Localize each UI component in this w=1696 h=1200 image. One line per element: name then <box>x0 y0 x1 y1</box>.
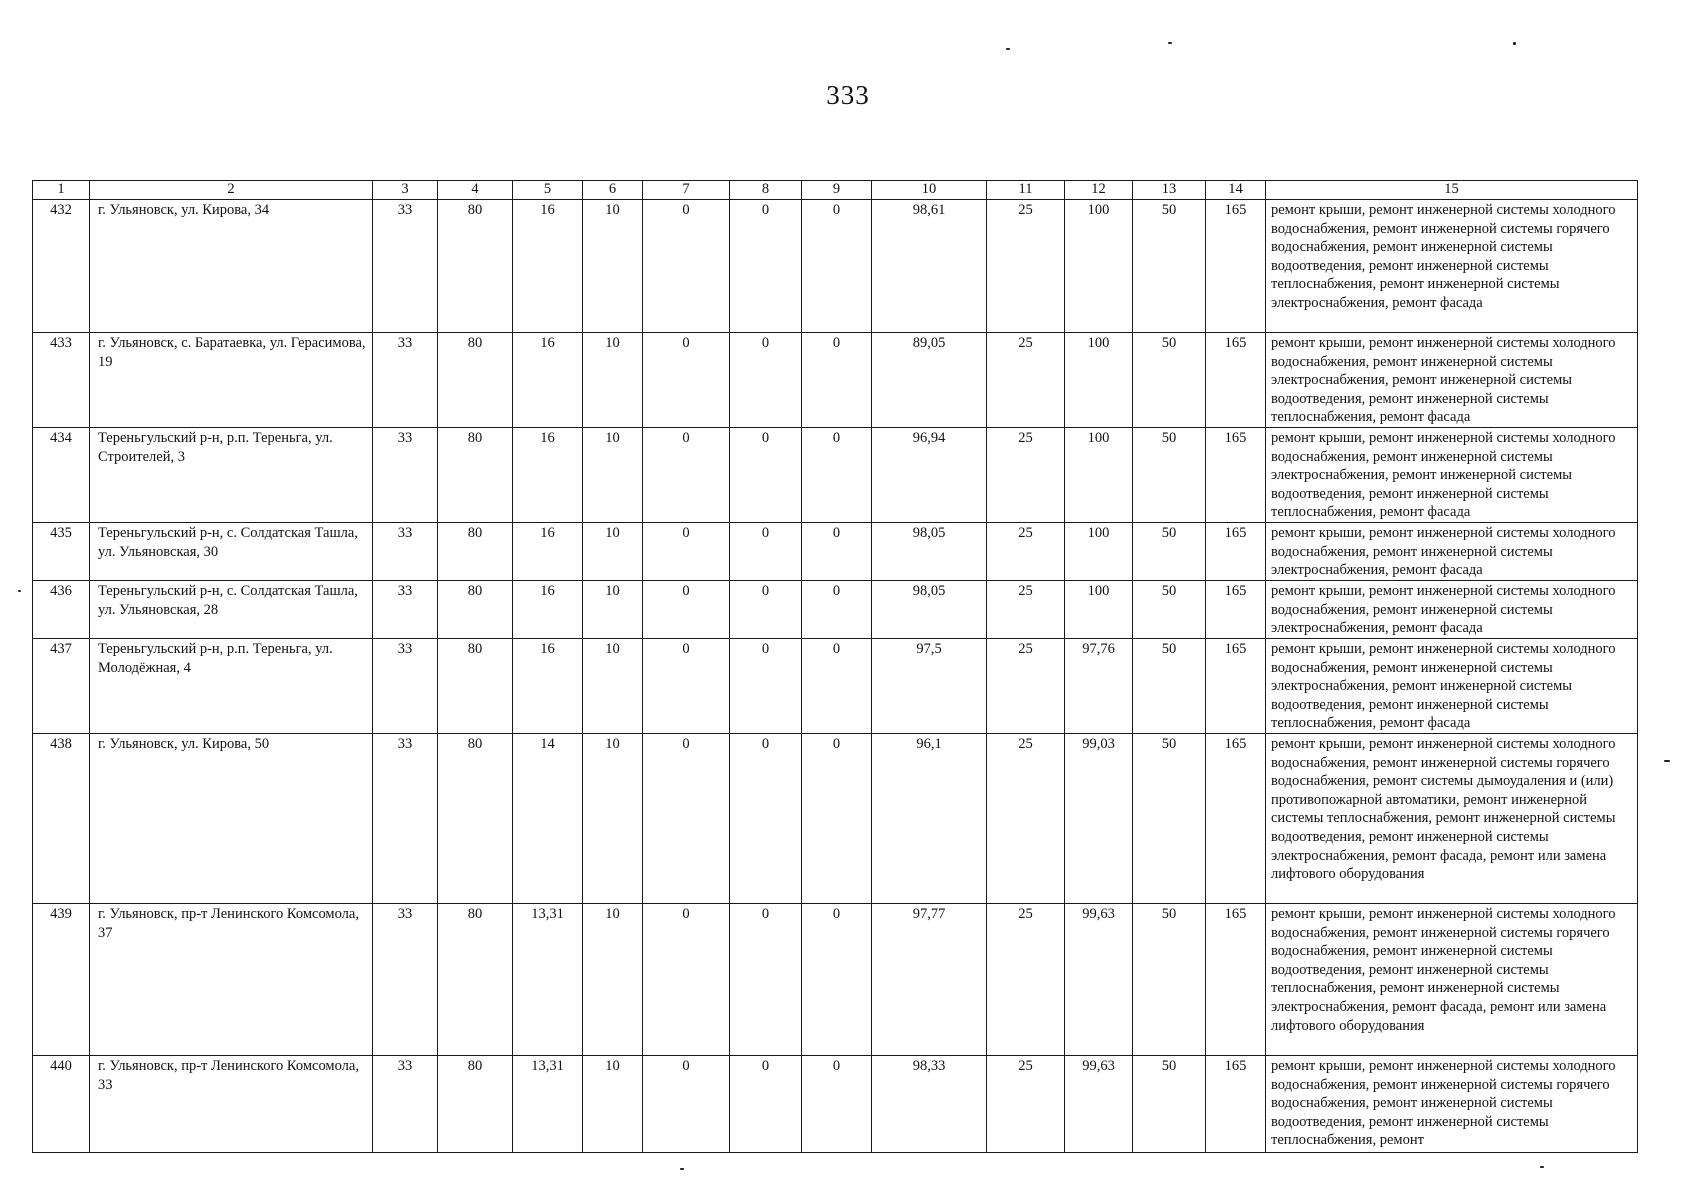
value-cell: 33 <box>373 581 438 639</box>
column-number: 1 <box>33 181 90 200</box>
address-cell: Тереньгульский р-н, р.п. Тереньга, ул. Строителей, 3 <box>90 428 373 523</box>
value-cell: 80 <box>438 904 513 1056</box>
value-cell: 16 <box>513 428 583 523</box>
column-number: 12 <box>1065 181 1133 200</box>
value-cell: 13,31 <box>513 1056 583 1153</box>
address-cell: Тереньгульский р-н, с. Солдатская Ташла, ул. Ульяновская, 30 <box>90 523 373 581</box>
value-cell: 50 <box>1133 200 1206 333</box>
value-cell: 89,05 <box>872 333 987 428</box>
value-cell: 0 <box>730 333 802 428</box>
value-cell: 16 <box>513 523 583 581</box>
value-cell: 33 <box>373 523 438 581</box>
value-cell: 16 <box>513 581 583 639</box>
value-cell: 16 <box>513 200 583 333</box>
row-number-cell: 438 <box>33 734 90 904</box>
repair-program-table <box>32 180 1638 1153</box>
value-cell: 0 <box>643 639 730 734</box>
value-cell: 0 <box>643 581 730 639</box>
value-cell: 97,5 <box>872 639 987 734</box>
value-cell: 97,76 <box>1065 639 1133 734</box>
row-number-cell: 440 <box>33 1056 90 1153</box>
address-cell: г. Ульяновск, ул. Кирова, 50 <box>90 734 373 904</box>
value-cell: 10 <box>583 581 643 639</box>
value-cell: 98,05 <box>872 581 987 639</box>
value-cell: 0 <box>802 904 872 1056</box>
value-cell: 165 <box>1206 523 1266 581</box>
value-cell: 25 <box>987 1056 1065 1153</box>
value-cell: 100 <box>1065 428 1133 523</box>
column-number: 2 <box>90 181 373 200</box>
value-cell: 33 <box>373 904 438 1056</box>
value-cell: 0 <box>643 200 730 333</box>
row-number-cell: 437 <box>33 639 90 734</box>
value-cell: 165 <box>1206 581 1266 639</box>
value-cell: 80 <box>438 581 513 639</box>
value-cell: 165 <box>1206 904 1266 1056</box>
address-cell: Тереньгульский р-н, р.п. Тереньга, ул. Молодёжная, 4 <box>90 639 373 734</box>
value-cell: 50 <box>1133 523 1206 581</box>
table-row <box>33 428 1638 523</box>
value-cell: 0 <box>802 581 872 639</box>
value-cell: 96,1 <box>872 734 987 904</box>
value-cell: 80 <box>438 200 513 333</box>
row-number-cell: 434 <box>33 428 90 523</box>
table-row <box>33 333 1638 428</box>
value-cell: 10 <box>583 333 643 428</box>
row-number-cell: 439 <box>33 904 90 1056</box>
value-cell: 0 <box>730 904 802 1056</box>
value-cell: 80 <box>438 1056 513 1153</box>
works-cell: ремонт крыши, ремонт инженерной системы холодного водоснабжения, ремонт инженерной системы горячего водоснабжения, ремонт инженерной системы водоотведения, ремонт инженерной системы теплоснабжения, ремонт инженерной системы электроснабжения, ремонт фасада, ремонт или замена лифтового оборудования <box>1266 904 1638 1056</box>
value-cell: 10 <box>583 523 643 581</box>
value-cell: 99,63 <box>1065 1056 1133 1153</box>
works-cell: ремонт крыши, ремонт инженерной системы холодного водоснабжения, ремонт инженерной системы горячего водоснабжения, ремонт инженерной системы водоотведения, ремонт инженерной системы теплоснабжения, ремонт инженерной системы электроснабжения, ремонт фасада <box>1266 200 1638 333</box>
value-cell: 165 <box>1206 200 1266 333</box>
value-cell: 33 <box>373 734 438 904</box>
column-number: 10 <box>872 181 987 200</box>
value-cell: 0 <box>730 523 802 581</box>
works-cell: ремонт крыши, ремонт инженерной системы холодного водоснабжения, ремонт инженерной системы горячего водоснабжения, ремонт системы дымоудаления и (или) противопожарной автоматики, ремонт инженерной системы теплоснабжения, ремонт инженерной системы водоотведения, ремонт инженерной системы электроснабжения, ремонт фасада, ремонт или замена лифтового оборудования <box>1266 734 1638 904</box>
row-number-cell: 436 <box>33 581 90 639</box>
value-cell: 98,33 <box>872 1056 987 1153</box>
value-cell: 165 <box>1206 639 1266 734</box>
works-cell: ремонт крыши, ремонт инженерной системы холодного водоснабжения, ремонт инженерной системы электроснабжения, ремонт фасада <box>1266 581 1638 639</box>
scan-speck <box>1006 48 1010 50</box>
value-cell: 33 <box>373 200 438 333</box>
scan-speck <box>18 590 21 592</box>
scan-speck <box>1513 42 1516 45</box>
value-cell: 0 <box>802 1056 872 1153</box>
value-cell: 0 <box>643 333 730 428</box>
value-cell: 33 <box>373 333 438 428</box>
value-cell: 165 <box>1206 1056 1266 1153</box>
works-cell: ремонт крыши, ремонт инженерной системы холодного водоснабжения, ремонт инженерной системы горячего водоснабжения, ремонт инженерной системы водоотведения, ремонт инженерной системы теплоснабжения, ремонт <box>1266 1056 1638 1153</box>
value-cell: 100 <box>1065 200 1133 333</box>
column-number: 6 <box>583 181 643 200</box>
value-cell: 50 <box>1133 333 1206 428</box>
column-number: 11 <box>987 181 1065 200</box>
value-cell: 0 <box>643 904 730 1056</box>
value-cell: 0 <box>643 523 730 581</box>
scan-speck <box>1168 42 1172 44</box>
table-row <box>33 523 1638 581</box>
value-cell: 165 <box>1206 333 1266 428</box>
table-row <box>33 734 1638 904</box>
works-cell: ремонт крыши, ремонт инженерной системы холодного водоснабжения, ремонт инженерной системы электроснабжения, ремонт инженерной системы водоотведения, ремонт инженерной системы теплоснабжения, ремонт фасада <box>1266 333 1638 428</box>
column-number-row <box>33 181 1638 200</box>
value-cell: 14 <box>513 734 583 904</box>
row-number-cell: 433 <box>33 333 90 428</box>
value-cell: 25 <box>987 200 1065 333</box>
value-cell: 25 <box>987 523 1065 581</box>
value-cell: 80 <box>438 639 513 734</box>
value-cell: 100 <box>1065 581 1133 639</box>
scan-speck <box>1664 760 1670 762</box>
value-cell: 0 <box>730 200 802 333</box>
value-cell: 50 <box>1133 428 1206 523</box>
value-cell: 10 <box>583 1056 643 1153</box>
row-number-cell: 432 <box>33 200 90 333</box>
column-number: 15 <box>1266 181 1638 200</box>
column-number: 8 <box>730 181 802 200</box>
value-cell: 0 <box>802 639 872 734</box>
value-cell: 0 <box>730 1056 802 1153</box>
column-number: 13 <box>1133 181 1206 200</box>
address-cell: г. Ульяновск, пр-т Ленинского Комсомола, 37 <box>90 904 373 1056</box>
address-cell: г. Ульяновск, с. Баратаевка, ул. Герасимова, 19 <box>90 333 373 428</box>
table-row <box>33 1056 1638 1153</box>
value-cell: 33 <box>373 639 438 734</box>
value-cell: 80 <box>438 428 513 523</box>
value-cell: 16 <box>513 639 583 734</box>
column-number: 14 <box>1206 181 1266 200</box>
value-cell: 98,61 <box>872 200 987 333</box>
scan-speck <box>680 1168 684 1170</box>
value-cell: 25 <box>987 333 1065 428</box>
value-cell: 10 <box>583 428 643 523</box>
value-cell: 13,31 <box>513 904 583 1056</box>
value-cell: 0 <box>730 581 802 639</box>
value-cell: 25 <box>987 581 1065 639</box>
column-number: 9 <box>802 181 872 200</box>
table-row <box>33 639 1638 734</box>
value-cell: 50 <box>1133 639 1206 734</box>
value-cell: 165 <box>1206 734 1266 904</box>
value-cell: 0 <box>802 523 872 581</box>
value-cell: 0 <box>802 734 872 904</box>
value-cell: 99,03 <box>1065 734 1133 904</box>
value-cell: 165 <box>1206 428 1266 523</box>
value-cell: 100 <box>1065 523 1133 581</box>
value-cell: 25 <box>987 904 1065 1056</box>
value-cell: 50 <box>1133 581 1206 639</box>
value-cell: 0 <box>730 428 802 523</box>
value-cell: 50 <box>1133 734 1206 904</box>
column-number: 4 <box>438 181 513 200</box>
value-cell: 25 <box>987 428 1065 523</box>
value-cell: 50 <box>1133 1056 1206 1153</box>
value-cell: 25 <box>987 734 1065 904</box>
value-cell: 0 <box>802 428 872 523</box>
works-cell: ремонт крыши, ремонт инженерной системы холодного водоснабжения, ремонт инженерной системы электроснабжения, ремонт инженерной системы водоотведения, ремонт инженерной системы теплоснабжения, ремонт фасада <box>1266 639 1638 734</box>
table-row <box>33 904 1638 1056</box>
value-cell: 33 <box>373 428 438 523</box>
value-cell: 10 <box>583 734 643 904</box>
page-number: 333 <box>826 80 870 110</box>
value-cell: 16 <box>513 333 583 428</box>
value-cell: 80 <box>438 333 513 428</box>
address-cell: г. Ульяновск, пр-т Ленинского Комсомола, 33 <box>90 1056 373 1153</box>
value-cell: 0 <box>802 200 872 333</box>
column-number: 5 <box>513 181 583 200</box>
value-cell: 0 <box>730 639 802 734</box>
value-cell: 25 <box>987 639 1065 734</box>
column-number: 7 <box>643 181 730 200</box>
value-cell: 99,63 <box>1065 904 1133 1056</box>
value-cell: 10 <box>583 639 643 734</box>
value-cell: 100 <box>1065 333 1133 428</box>
value-cell: 50 <box>1133 904 1206 1056</box>
column-number: 3 <box>373 181 438 200</box>
value-cell: 0 <box>730 734 802 904</box>
value-cell: 80 <box>438 734 513 904</box>
value-cell: 10 <box>583 904 643 1056</box>
works-cell: ремонт крыши, ремонт инженерной системы холодного водоснабжения, ремонт инженерной системы электроснабжения, ремонт фасада <box>1266 523 1638 581</box>
value-cell: 0 <box>802 333 872 428</box>
address-cell: Тереньгульский р-н, с. Солдатская Ташла, ул. Ульяновская, 28 <box>90 581 373 639</box>
value-cell: 96,94 <box>872 428 987 523</box>
value-cell: 0 <box>643 1056 730 1153</box>
table-row <box>33 200 1638 333</box>
value-cell: 97,77 <box>872 904 987 1056</box>
value-cell: 80 <box>438 523 513 581</box>
value-cell: 0 <box>643 734 730 904</box>
works-cell: ремонт крыши, ремонт инженерной системы холодного водоснабжения, ремонт инженерной системы электроснабжения, ремонт инженерной системы водоотведения, ремонт инженерной системы теплоснабжения, ремонт фасада <box>1266 428 1638 523</box>
value-cell: 33 <box>373 1056 438 1153</box>
value-cell: 98,05 <box>872 523 987 581</box>
row-number-cell: 435 <box>33 523 90 581</box>
address-cell: г. Ульяновск, ул. Кирова, 34 <box>90 200 373 333</box>
value-cell: 10 <box>583 200 643 333</box>
value-cell: 0 <box>643 428 730 523</box>
scan-speck <box>1540 1166 1544 1168</box>
table-row <box>33 581 1638 639</box>
